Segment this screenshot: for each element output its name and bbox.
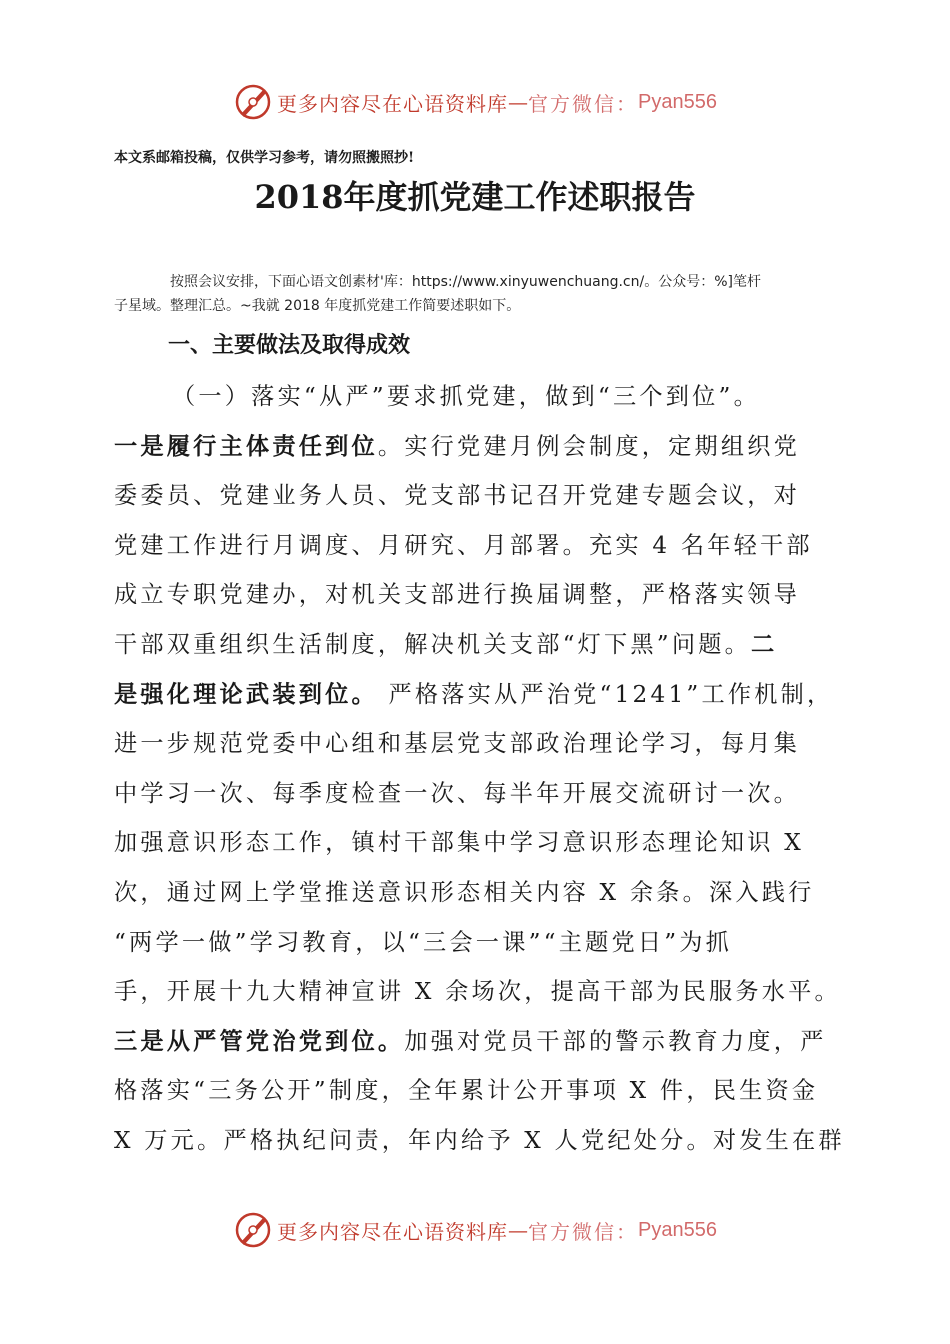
body-line bbox=[114, 868, 852, 918]
watermark-separator: — bbox=[508, 1218, 529, 1242]
intro-paragraph bbox=[114, 270, 838, 318]
body-line bbox=[114, 1066, 852, 1116]
text-run: 。实行党建月例会制度，定期组织党 bbox=[377, 432, 801, 460]
text-run: 委委员、党建业务人员、党支部书记召开党建专题会议，对 bbox=[114, 482, 801, 510]
watermark-text: 更多内容尽在心语资料库 bbox=[277, 91, 509, 116]
text-run: （一）落实“从严”要求抓党建，做到“三个到位”。 bbox=[172, 383, 760, 410]
text-run: 党建工作进行月调度、月研究、月部署。充实 4 名年轻干部 bbox=[114, 531, 813, 559]
pen-logo-icon bbox=[233, 1210, 273, 1250]
text-run: 次，通过网上学堂推送意识形态相关内容 X 余条。深入践行 bbox=[114, 878, 815, 906]
text-run: 成立专职党建办，对机关支部进行换届调整，严格落实领导 bbox=[114, 581, 801, 609]
body-line bbox=[114, 521, 852, 571]
text-run: 加强对党员干部的警示教育力度，严 bbox=[404, 1027, 827, 1055]
body-line bbox=[114, 422, 852, 472]
text-run: X 万元。严格执纪问责，年内给予 X 人党纪处分。对发生在群 bbox=[114, 1126, 845, 1154]
bold-text-run: 一是履行主体责任到位 bbox=[114, 432, 378, 460]
watermark-separator: — bbox=[508, 90, 529, 114]
body-line bbox=[114, 818, 852, 868]
body-text bbox=[114, 372, 852, 1166]
body-line bbox=[114, 967, 852, 1017]
body-line bbox=[114, 570, 852, 620]
body-line bbox=[114, 719, 852, 769]
watermark-banner-top bbox=[0, 80, 950, 124]
watermark-wechat-label: 官方微信： bbox=[528, 91, 639, 116]
watermark-banner-bottom bbox=[0, 1208, 950, 1252]
section-heading: 一、主要做法及取得成效 bbox=[168, 333, 411, 358]
text-run: 手，开展十九大精神宣讲 X 余场次，提高干部为民服务水平。 bbox=[114, 978, 841, 1006]
body-line bbox=[114, 1017, 852, 1067]
text-run: 进一步规范党委中心组和基层党支部政治理论学习，每月集 bbox=[114, 730, 801, 758]
body-line bbox=[114, 471, 852, 521]
body-line bbox=[114, 620, 852, 670]
text-run: 格落实“三务公开”制度，全年累计公开事项 X 件，民生资金 bbox=[114, 1077, 819, 1105]
bold-text-run: 二 bbox=[751, 630, 778, 658]
body-line bbox=[114, 1116, 852, 1166]
watermark-wechat-label: 官方微信： bbox=[528, 1219, 639, 1244]
text-run: “两学一做”学习教育，以“三会一课”“主题党日”为抓 bbox=[114, 928, 733, 956]
document-title: 2018年度抓党建工作述职报告 bbox=[254, 178, 696, 216]
body-line bbox=[114, 372, 852, 422]
intro-line-1: 按照会议安排，下面心语文创素材'库：https://www.xinyuwenchuang.cn/。公众号：%]笔杆 bbox=[170, 274, 761, 290]
watermark-wechat-id: Pyan556 bbox=[638, 1218, 717, 1241]
bold-text-run: 是强化理论武装到位。 bbox=[114, 680, 378, 708]
watermark-text: 更多内容尽在心语资料库 bbox=[277, 1219, 509, 1244]
bold-text-run: 三是从严管党治党到位。 bbox=[114, 1027, 405, 1055]
text-run: 中学习一次、每季度检查一次、每半年开展交流研讨一次。 bbox=[114, 779, 801, 807]
text-run: 严格落实从严治党“1241”工作机制， bbox=[377, 680, 834, 708]
submission-notice: 本文系邮箱投稿，仅供学习参考，请勿照搬照抄! bbox=[114, 150, 415, 166]
text-run: 干部双重组织生活制度，解决机关支部“灯下黑”问题。 bbox=[114, 630, 752, 658]
pen-logo-icon bbox=[233, 82, 273, 122]
text-run: 加强意识形态工作，镇村干部集中学习意识形态理论知识 X bbox=[114, 829, 804, 857]
intro-line-2: 子星域。整理汇总。~我就 2018 年度抓党建工作简要述职如下。 bbox=[114, 298, 521, 314]
body-line bbox=[114, 769, 852, 819]
body-line bbox=[114, 918, 852, 968]
watermark-wechat-id: Pyan556 bbox=[638, 90, 717, 113]
body-line bbox=[114, 670, 852, 720]
